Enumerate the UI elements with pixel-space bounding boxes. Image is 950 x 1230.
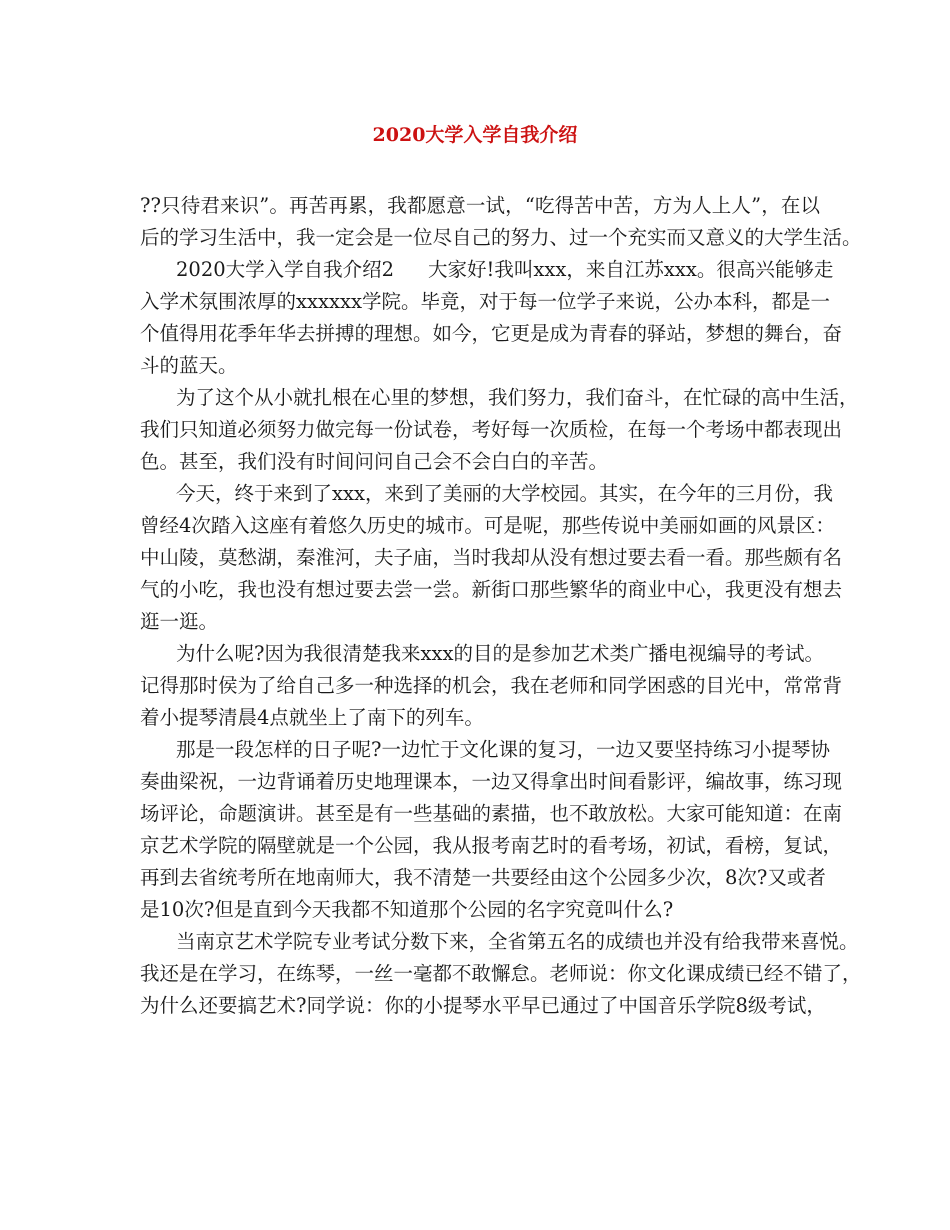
text-line: 场评论，命题演讲。甚至是有一些基础的素描，也不敢放松。大家可能知道：在南	[140, 802, 843, 825]
text-line: 当南京艺术学院专业考试分数下来，全省第五名的成绩也并没有给我带来喜悦。	[176, 930, 859, 953]
text-line: 我们只知道必须努力做完每一份试卷，考好每一次质检，在每一个考场中都表现出	[140, 418, 843, 441]
text-line: 气的小吃，我也没有想过要去尝一尝。新街口那些繁华的商业中心，我更没有想去	[140, 578, 843, 601]
text-line: 今天，终于来到了xxx，来到了美丽的大学校园。其实，在今年的三月份，我	[176, 482, 833, 505]
text-line: 为什么还要搞艺术?同学说：你的小提琴水平早已通过了中国音乐学院8级考试，	[140, 994, 826, 1017]
text-line: 再到去省统考所在地南师大，我不清楚一共要经由这个公园多少次，8次?又或者	[140, 866, 826, 889]
text-line: 逛一逛。	[140, 610, 219, 633]
text-line: 后的学习生活中，我一定会是一位尽自己的努力、过一个充实而又意义的大学生活。	[140, 226, 862, 249]
text-line: 为了这个从小就扎根在心里的梦想，我们努力，我们奋斗，在忙碌的高中生活，	[176, 386, 859, 409]
text-line: 个值得用花季年华去拼搏的理想。如今，它更是成为青春的驿站，梦想的舞台，奋	[140, 322, 843, 345]
text-line: 那是一段怎样的日子呢?一边忙于文化课的复习，一边又要坚持练习小提琴协	[176, 738, 830, 761]
paragraph	[140, 190, 862, 254]
document-title: 2020大学入学自我介绍	[372, 124, 578, 146]
paragraph	[140, 734, 843, 926]
text-line: 我还是在学习，在练琴，一丝一毫都不敢懈怠。老师说：你文化课成绩已经不错了，	[140, 962, 862, 985]
text-line	[140, 254, 834, 286]
text-fragment: 大家好!我叫xxx，来自江苏xxx。很高兴能够走	[428, 258, 834, 281]
paragraph	[140, 382, 859, 478]
text-line: 是10次?但是直到今天我都不知道那个公园的名字究竟叫什么?	[140, 898, 674, 921]
paragraph	[140, 254, 843, 382]
text-line: 为什么呢?因为我很清楚我来xxx的目的是参加艺术类广播电视编导的考试。	[176, 642, 824, 665]
text-line: ??只待君来识”。再苦再累，我都愿意一试，“吃得苦中苦，方为人上人”，在以	[140, 194, 820, 217]
text-line: 色。甚至，我们没有时间问问自己会不会白白的辛苦。	[140, 450, 609, 473]
paragraph	[140, 478, 843, 638]
section-heading: 2020大学入学自我介绍2	[176, 258, 395, 281]
text-line: 记得那时侯为了给自己多一种选择的机会，我在老师和同学困惑的目光中，常常背	[140, 674, 843, 697]
text-line: 中山陵，莫愁湖，秦淮河，夫子庙，当时我却从没有想过要去看一看。那些颇有名	[140, 546, 843, 569]
text-line: 着小提琴清晨4点就坐上了南下的列车。	[140, 706, 484, 729]
text-line: 京艺术学院的隔壁就是一个公园，我从报考南艺时的看考场，初试，看榜，复试，	[140, 834, 843, 857]
paragraph	[140, 926, 862, 1022]
document-body	[140, 190, 862, 1022]
text-line: 曾经4次踏入这座有着悠久历史的城市。可是呢，那些传说中美丽如画的风景区：	[140, 514, 835, 537]
text-line: 斗的蓝天。	[140, 354, 238, 377]
text-line: 入学术氛围浓厚的xxxxxx学院。毕竟，对于每一位学子来说，公办本科，都是一	[140, 290, 830, 313]
paragraph	[140, 638, 843, 734]
text-line: 奏曲梁祝，一边背诵着历史地理课本，一边又得拿出时间看影评，编故事，练习现	[140, 770, 843, 793]
